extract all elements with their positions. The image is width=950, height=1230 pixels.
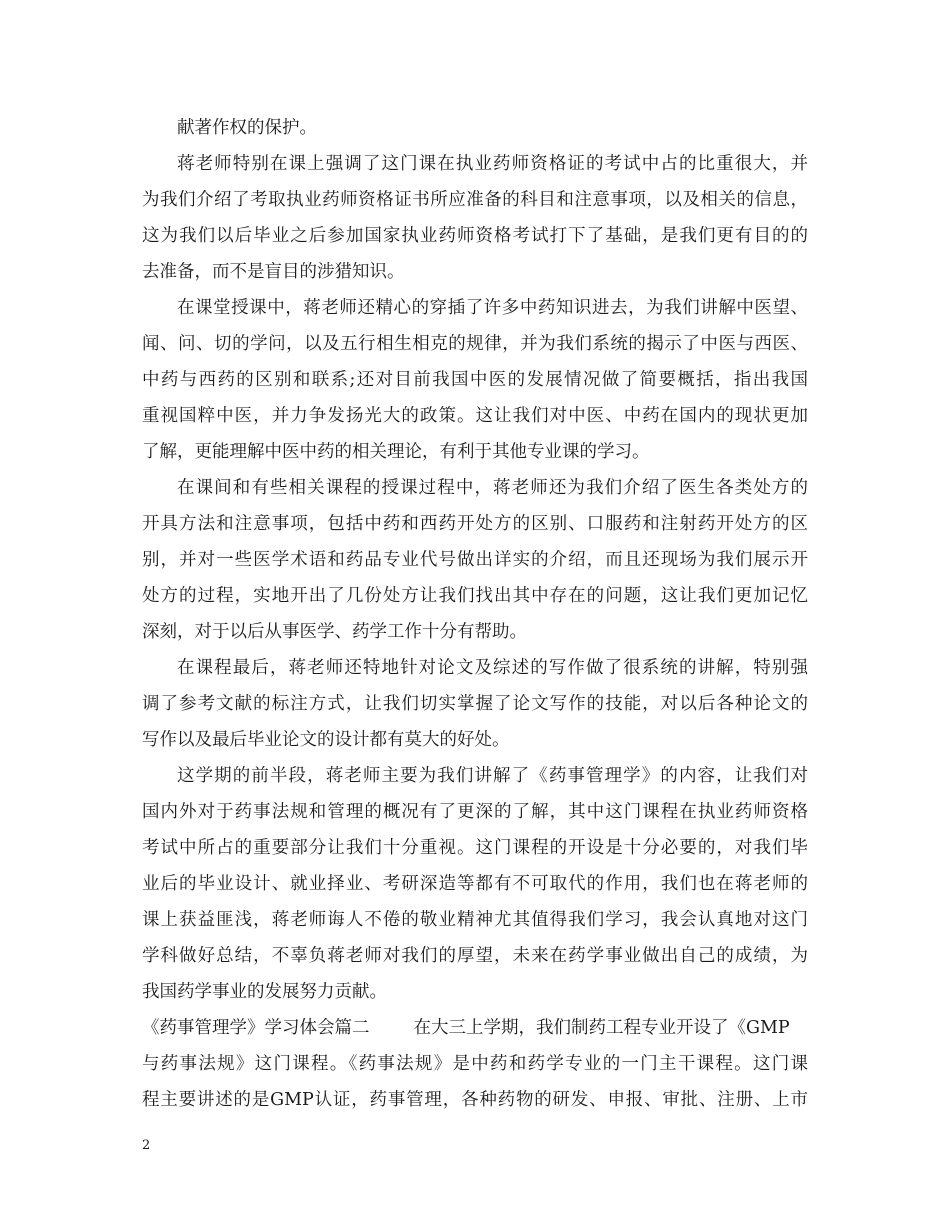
text-line: 考试中所占的重要部分让我们十分重视。这门课程的开设是十分必要的，对我们毕: [142, 838, 808, 858]
text-line-mixed: [142, 1017, 808, 1039]
text-line: 蒋老师特别在课上强调了这门课在执业药师资格证的考试中占的比重很大，并: [177, 154, 808, 174]
text-line: 在课程最后，蒋老师还特地针对论文及综述的写作做了很系统的讲解，特别强: [177, 658, 808, 678]
text-line: 在课间和有些相关课程的授课过程中，蒋老师还为我们介绍了医生各类处方的: [177, 478, 808, 498]
text-line: 这学期的前半段，蒋老师主要为我们讲解了《药事管理学》的内容，让我们对: [177, 766, 808, 786]
text-line: 了解，更能理解中医中药的相关理论，有利于其他专业课的学习。: [142, 442, 650, 462]
text-line: 处方的过程，实地开出了几份处方让我们找出其中存在的问题，这让我们更加记忆: [142, 586, 808, 606]
text-line: 深刻，对于以后从事医学、药学工作十分有帮助。: [142, 622, 527, 642]
section-heading: 《药事管理学》学习体会篇二: [142, 1018, 370, 1038]
text-line: 闻、问、切的学问，以及五行相生相克的规律，并为我们系统的揭示了中医与西医、: [142, 334, 808, 354]
text-line: 写作以及最后毕业论文的设计都有莫大的好处。: [142, 730, 510, 750]
text-line: 献著作权的保护。: [177, 118, 317, 138]
text-line: 这为我们以后毕业之后参加国家执业药师资格考试打下了基础，是我们更有目的的: [142, 226, 808, 246]
text-line: 为我们介绍了考取执业药师资格证书所应准备的科目和注意事项，以及相关的信息，: [142, 190, 808, 210]
text-line: 课上获益匪浅，蒋老师诲人不倦的敬业精神尤其值得我们学习，我会认真地对这门: [142, 910, 808, 930]
text-line: 业后的毕业设计、就业择业、考研深造等都有不可取代的作用，我们也在蒋老师的: [142, 874, 808, 894]
text-line: 我国药学事业的发展努力贡献。: [142, 982, 387, 1002]
text-line: 与药事法规》这门课程。《药事法规》是中药和药学专业的一门主干课程。这门课: [142, 1054, 808, 1074]
text-line: 在课堂授课中，蒋老师还精心的穿插了许多中药知识进去，为我们讲解中医望、: [177, 298, 808, 318]
text-line: 重视国粹中医，并力争发扬光大的政策。这让我们对中医、中药在国内的现状更加: [142, 406, 808, 426]
text-line: 去准备，而不是盲目的涉猎知识。: [142, 262, 405, 282]
text-line: 国内外对于药事法规和管理的概况有了更深的了解，其中这门课程在执业药师资格: [142, 802, 808, 822]
text-line: 程主要讲述的是GMP认证，药事管理，各种药物的研发、申报、审批、注册、上市: [142, 1090, 808, 1110]
page-number: 2: [142, 1138, 151, 1153]
text-line: 调了参考文献的标注方式，让我们切实掌握了论文写作的技能，对以后各种论文的: [142, 694, 808, 714]
text-line: 学科做好总结，不辜负蒋老师对我们的厚望，未来在药学事业做出自己的成绩，为: [142, 946, 808, 966]
text-line: 开具方法和注意事项，包括中药和西药开处方的区别、口服药和注射药开处方的区: [142, 514, 808, 534]
text-line: 别，并对一些医学术语和药品专业代号做出详实的介绍，而且还现场为我们展示开: [142, 550, 808, 570]
text-line: 中药与西药的区别和联系;还对目前我国中医的发展情况做了简要概括，指出我国: [142, 370, 808, 390]
paragraph-start: 在大三上学期，我们制药工程专业开设了《GMP: [413, 1018, 790, 1038]
